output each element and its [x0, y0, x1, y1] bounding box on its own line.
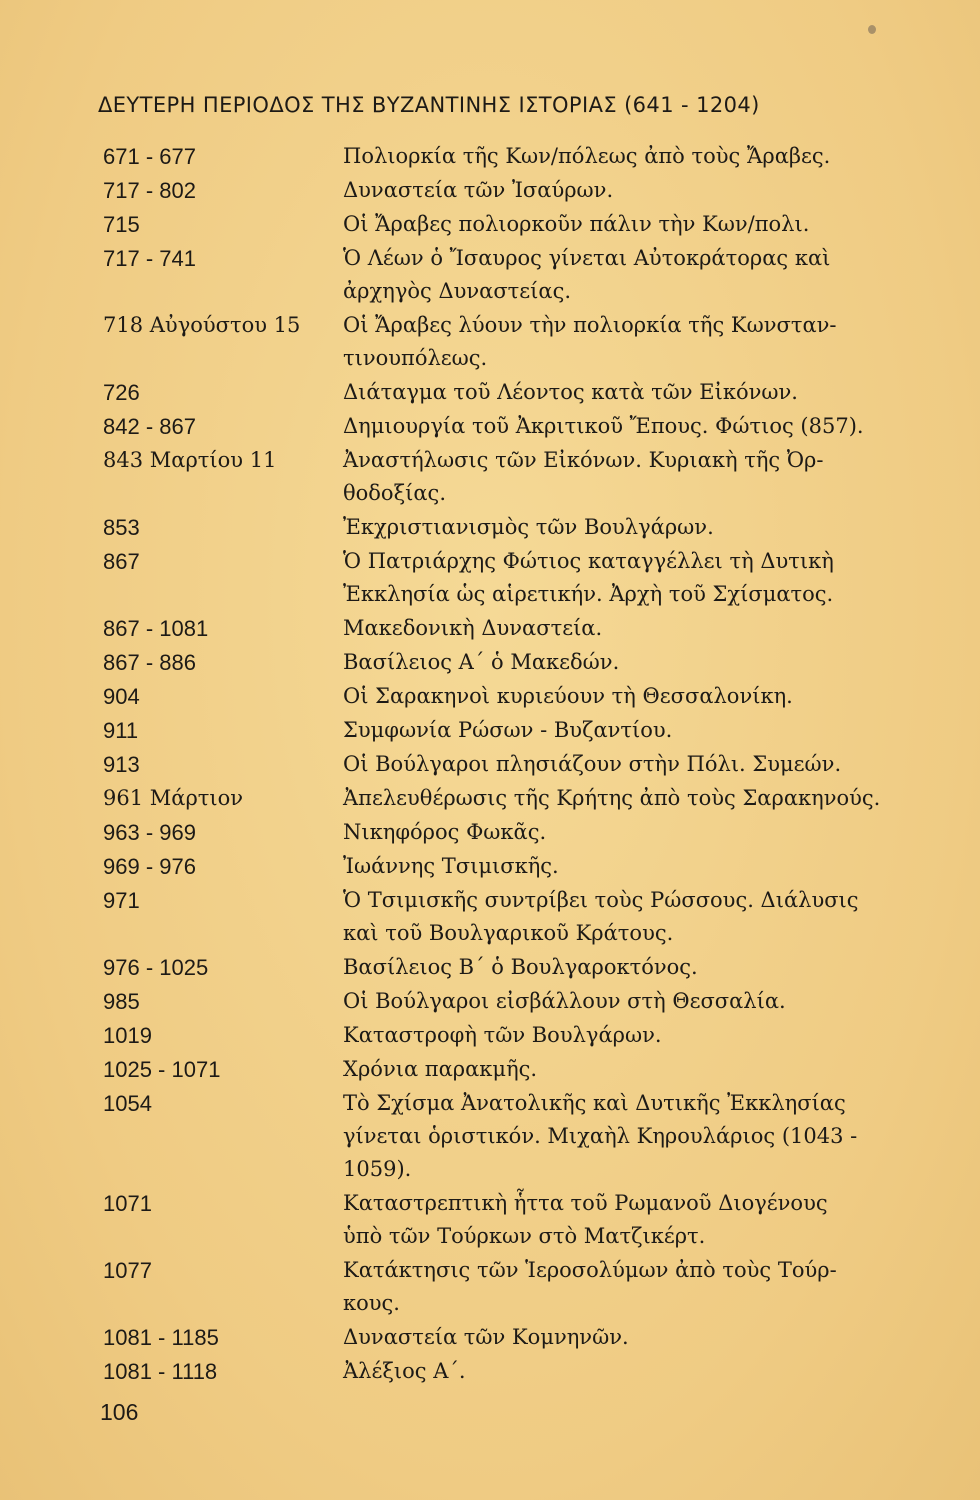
entry-text-line: Καταστροφὴ τῶν Βουλγάρων. — [343, 1023, 662, 1047]
entry-text — [343, 1087, 903, 1186]
entry-text — [343, 1321, 903, 1354]
entry-text-line: Οἱ Σαρακηνοὶ κυριεύουν τὴ Θεσσαλονίκη. — [343, 684, 793, 708]
chronology-entry — [103, 748, 903, 781]
ink-spot — [868, 25, 876, 34]
entry-text-line: Ἐκχριστιανισμὸς τῶν Βουλγάρων. — [343, 515, 714, 539]
entry-date: 726 — [103, 380, 140, 405]
chronology-entry — [103, 951, 903, 984]
page-number: 106 — [100, 1399, 139, 1425]
entry-text-line: Βασίλειος Α΄ ὁ Μακεδών. — [343, 650, 620, 674]
entry-text-line: Δημιουργία τοῦ Ἀκριτικοῦ Ἔπους. Φώτιος (857). — [343, 414, 864, 438]
chronology-entry — [103, 1019, 903, 1052]
entry-date: 985 — [103, 989, 140, 1014]
entry-text — [343, 1187, 903, 1253]
entry-text-line: Κατάκτησις τῶν Ἱεροσολύμων ἀπὸ τοὺς Τούρ- — [343, 1258, 837, 1282]
chronology-entry — [103, 816, 903, 849]
entry-text — [343, 714, 903, 747]
chronology-entry — [103, 309, 903, 375]
entry-text — [343, 511, 903, 544]
entry-date: 1054 — [103, 1091, 152, 1116]
entry-date: 976 - 1025 — [103, 955, 209, 980]
entry-text — [343, 850, 903, 883]
entry-text-line: καὶ τοῦ Βουλγαρικοῦ Κράτους. — [343, 921, 674, 945]
entry-text-line: Βασίλειος Β΄ ὁ Βουλγαροκτόνος. — [343, 955, 698, 979]
entry-text — [343, 1019, 903, 1052]
chronology-entry — [103, 646, 903, 679]
entry-text — [343, 140, 903, 173]
entry-text — [343, 444, 903, 510]
entry-text-line: Διάταγμα τοῦ Λέοντος κατὰ τῶν Εἰκόνων. — [343, 380, 798, 404]
chronology-entry — [103, 140, 903, 173]
entry-text-line: θοδοξίας. — [343, 481, 446, 505]
entry-date: 1081 - 1118 — [103, 1359, 218, 1384]
entry-text-line: ἀρχηγὸς Δυναστείας. — [343, 279, 572, 303]
entry-text — [343, 985, 903, 1018]
entry-text — [343, 242, 903, 308]
entry-date: 913 — [103, 752, 140, 777]
chronology-entry — [103, 208, 903, 241]
chronology-entry — [103, 545, 903, 611]
entry-text-line: Οἱ Βούλγαροι εἰσβάλλουν στὴ Θεσσαλία. — [343, 989, 786, 1013]
chronology-entry — [103, 1087, 903, 1186]
entry-text-line: Δυναστεία τῶν Ἰσαύρων. — [343, 178, 614, 202]
chronology-entry — [103, 714, 903, 747]
entry-text-line: Τὸ Σχίσμα Ἀνατολικῆς καὶ Δυτικῆς Ἐκκλησίας — [343, 1091, 846, 1115]
entry-text — [343, 174, 903, 207]
entry-text-line: Δυναστεία τῶν Κομνηνῶν. — [343, 1325, 629, 1349]
chronology-entry — [103, 850, 903, 883]
entry-text — [343, 410, 903, 443]
chronology-entry — [103, 1355, 903, 1388]
entry-text-line: Ἀναστήλωσις τῶν Εἰκόνων. Κυριακὴ τῆς Ὀρ- — [343, 448, 824, 472]
page-header: ΔΕΥΤΕΡΗ ΠΕΡΙΟΔΟΣ ΤΗΣ ΒΥΖΑΝΤΙΝΗΣ ΙΣΤΟΡΙΑΣ (641 - 1204) — [98, 93, 760, 117]
entry-date: 867 — [103, 549, 140, 574]
entry-text — [343, 612, 903, 645]
entry-text — [343, 1254, 903, 1320]
entry-date: 853 — [103, 515, 140, 540]
entry-text-line: Νικηφόρος Φωκᾶς. — [343, 820, 547, 844]
chronology-entry — [103, 1321, 903, 1354]
entry-date: 715 — [103, 212, 140, 237]
entry-date: 904 — [103, 684, 140, 709]
entry-text — [343, 376, 903, 409]
entry-date: 1077 — [103, 1258, 152, 1283]
entry-text — [343, 1053, 903, 1086]
entry-date: 963 - 969 — [103, 820, 196, 845]
entry-text-line: τινουπόλεως. — [343, 346, 488, 370]
entry-text-line: 1059). — [343, 1157, 412, 1181]
entry-text-line: ὑπὸ τῶν Τούρκων στὸ Ματζικέρτ. — [343, 1224, 706, 1248]
entry-text-line: κους. — [343, 1291, 400, 1315]
entry-text-line: Ἰωάννης Τσιμισκῆς. — [343, 854, 559, 878]
entry-date: 971 — [103, 888, 140, 913]
entry-text-line: Ἀπελευθέρωσις τῆς Κρήτης ἀπὸ τοὺς Σαρακηνούς. — [343, 786, 881, 810]
entry-date: 1081 - 1185 — [103, 1325, 219, 1350]
entry-text — [343, 951, 903, 984]
chronology-entry — [103, 376, 903, 409]
chronology-entry — [103, 1254, 903, 1320]
entry-text-line: Πολιορκία τῆς Κων/πόλεως ἀπὸ τοὺς Ἄραβες. — [343, 144, 831, 168]
chronology-entry — [103, 782, 903, 815]
entry-date: 1071 — [103, 1191, 152, 1216]
entry-text-line: Οἱ Ἄραβες λύουν τὴν πολιορκία τῆς Κωνσταν- — [343, 313, 837, 337]
entry-date: 717 - 741 — [103, 246, 196, 271]
entry-date: 1019 — [103, 1023, 152, 1048]
chronology-entry — [103, 1053, 903, 1086]
entry-text-line: Ὁ Πατριάρχης Φώτιος καταγγέλλει τὴ Δυτικὴ — [343, 549, 834, 573]
entry-text — [343, 545, 903, 611]
entry-date: 867 - 886 — [103, 650, 196, 675]
entry-text-line: Οἱ Ἄραβες πολιορκοῦν πάλιν τὴν Κων/πολι. — [343, 212, 810, 236]
chronology-entry — [103, 444, 903, 510]
entry-text-line: Χρόνια παρακμῆς. — [343, 1057, 538, 1081]
chronology-entry — [103, 1187, 903, 1253]
entry-date: 961 Μάρτιον — [103, 786, 244, 810]
entry-text — [343, 816, 903, 849]
entry-text — [343, 309, 903, 375]
entry-text-line: Ἐκκλησία ὡς αἱρετικήν. Ἀρχὴ τοῦ Σχίσματος. — [343, 582, 834, 606]
chronology-entry — [103, 410, 903, 443]
entry-date: 717 - 802 — [103, 178, 196, 203]
entry-text — [343, 884, 903, 950]
entry-date: 969 - 976 — [103, 854, 196, 879]
chronology-entry — [103, 884, 903, 950]
entry-text — [343, 782, 903, 815]
entry-text — [343, 680, 903, 713]
entry-text — [343, 1355, 903, 1388]
chronology-entry — [103, 612, 903, 645]
entry-date: 1025 - 1071 — [103, 1057, 221, 1082]
entry-date: 842 - 867 — [103, 414, 196, 439]
entry-date: 671 - 677 — [103, 144, 196, 169]
entry-date: 843 Μαρτίου 11 — [103, 448, 277, 472]
entry-date: 911 — [103, 718, 139, 743]
entry-text-line: Συμφωνία Ρώσων - Βυζαντίου. — [343, 718, 673, 742]
entry-text-line: Ἀλέξιος Α΄. — [343, 1359, 466, 1383]
entry-text-line: γίνεται ὁριστικόν. Μιχαὴλ Κηρουλάριος (1043 - — [343, 1124, 858, 1148]
chronology-entry — [103, 680, 903, 713]
entry-text-line: Μακεδονικὴ Δυναστεία. — [343, 616, 603, 640]
chronology-entry — [103, 174, 903, 207]
entry-text — [343, 208, 903, 241]
entry-date: 718 Αὐγούστου 15 — [103, 313, 301, 337]
entry-text-line: Οἱ Βούλγαροι πλησιάζουν στὴν Πόλι. Συμεών. — [343, 752, 842, 776]
chronology-entry — [103, 985, 903, 1018]
entry-text-line: Ὁ Τσιμισκῆς συντρίβει τοὺς Ρώσσους. Διάλυσις — [343, 888, 859, 912]
entry-text — [343, 646, 903, 679]
entry-text — [343, 748, 903, 781]
chronology-entry — [103, 511, 903, 544]
entry-text-line: Ὁ Λέων ὁ Ἴσαυρος γίνεται Αὐτοκράτορας καὶ — [343, 246, 831, 270]
chronology-entry — [103, 242, 903, 308]
entry-date: 867 - 1081 — [103, 616, 209, 641]
chronology-list — [103, 140, 903, 1389]
entry-text-line: Καταστρεπτικὴ ἧττα τοῦ Ρωμανοῦ Διογένους — [343, 1191, 828, 1215]
